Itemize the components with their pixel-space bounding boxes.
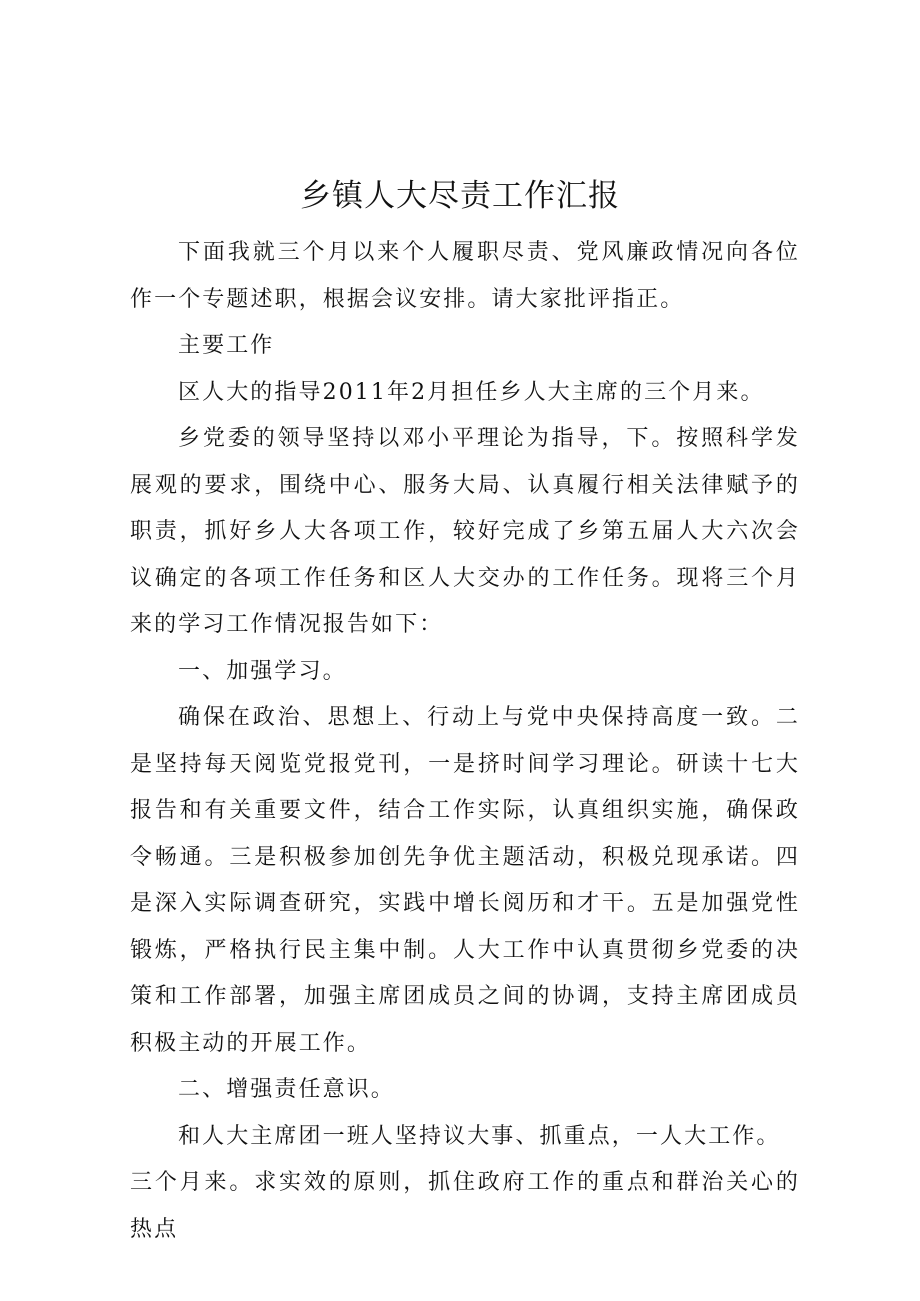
paragraph-intro: 下面我就三个月以来个人履职尽责、党风廉政情况向各位作一个专题述职，根据会议安排。请大家批评指正。 xyxy=(130,240,800,312)
document-body xyxy=(130,230,800,1253)
paragraph-leadership: 乡党委的领导坚持以邓小平理论为指导，下。按照科学发展观的要求，围绕中心、服务大局、认真履行相关法律赋予的职责，抓好乡人大各项工作，较好完成了乡第五届人大六次会议确定的各项工作任务和区人大交办的工作任务。现将三个月来的学习工作情况报告如下： xyxy=(130,426,800,637)
paragraph-study-details: 确保在政治、思想上、行动上与党中央保持高度一致。二是坚持每天阅览党报党刊，一是挤时间学习理论。研读十七大报告和有关重要文件，结合工作实际，认真组织实施，确保政令畅通。三是积极参加创先争优主题活动，积极兑现承诺。四是深入实际调查研究，实践中增长阅历和才干。五是加强党性锻炼，严格执行民主集中制。人大工作中认真贯彻乡党委的决策和工作部署，加强主席团成员之间的协调，支持主席团成员积极主动的开展工作。 xyxy=(130,705,800,1056)
paragraph-heading-responsibility: 二、增强责任意识。 xyxy=(178,1077,395,1102)
paragraph-three-months: 三个月来。求实效的原则，抓住政府工作的重点和群治关心的热点 xyxy=(130,1170,800,1242)
paragraph-guidance: 区人大的指导2011年2月担任乡人大主席的三个月来。 xyxy=(178,379,765,405)
paragraph-heading-study: 一、加强学习。 xyxy=(178,658,347,684)
document-title: 乡镇人大尽责工作汇报 xyxy=(300,178,620,214)
paragraph-heading-main-work: 主要工作 xyxy=(178,333,275,358)
paragraph-presidium: 和人大主席团一班人坚持议大事、抓重点，一人大工作。 xyxy=(178,1123,781,1149)
